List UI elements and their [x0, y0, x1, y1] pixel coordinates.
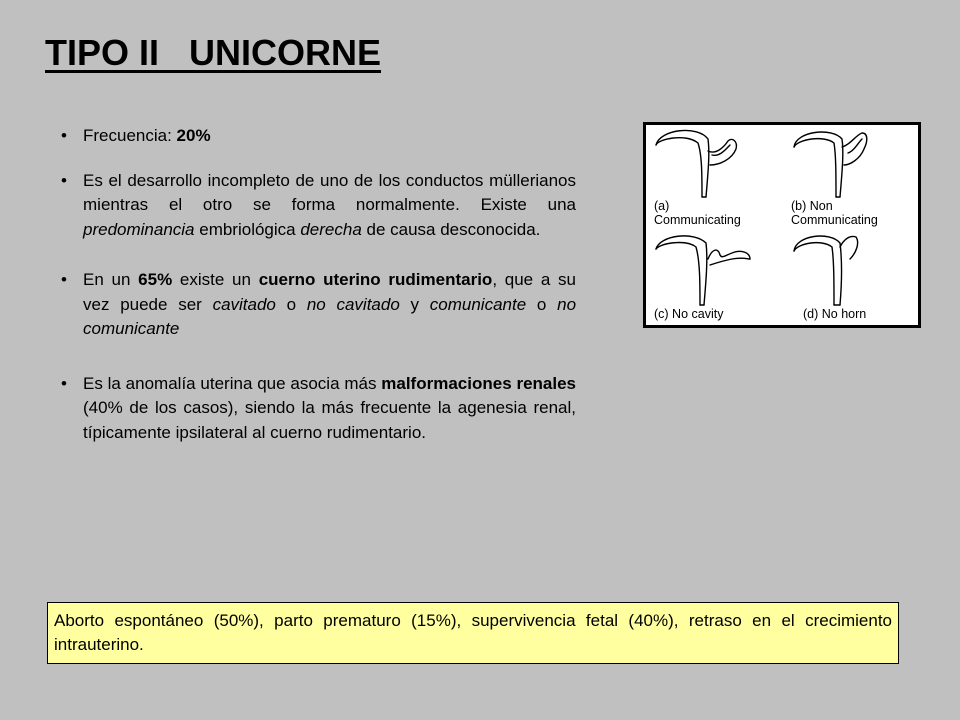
bullet-text-run: de causa desconocida. [361, 219, 541, 239]
bullet-text-run: derecha [300, 219, 362, 239]
bullet-text-run: comunicante [429, 294, 527, 314]
bullet-text-run: no comunicante [83, 294, 577, 338]
diagram-b-non-communicating [794, 132, 867, 197]
bullet-text-run: En un [83, 270, 139, 289]
bullet-text-run: existe un [172, 270, 259, 289]
complications-note: Aborto espontáneo (50%), parto prematuro (15%), supervivencia fetal (40%), retraso en el crecimiento intrauterino. [47, 602, 899, 664]
diagram-c-no-cavity [656, 236, 750, 305]
bullet-list [56, 124, 576, 473]
bullet-text-run: (40% de los casos), siendo la más frecuente la agenesia renal, típicamente ipsilateral al cuerno rudimentario. [83, 398, 576, 442]
bullet-text-run: , que a su vez puede ser [83, 270, 576, 314]
bullet-text-run: 20% [176, 126, 211, 145]
bullet-text-run: embriológica [194, 219, 301, 239]
slide-title: TIPO II UNICORNE [45, 32, 382, 73]
bullet-malformaciones-renales [56, 372, 576, 446]
bullet-text-run: Frecuencia: [83, 126, 177, 145]
bullet-text-run: no cavitado [306, 294, 400, 314]
label-a: (a) Communicating [654, 199, 741, 227]
diagram-a-communicating [656, 130, 736, 197]
bullet-text-run: cuerno uterino rudimentario [258, 270, 493, 289]
label-d: (d) No horn [803, 307, 867, 321]
uterine-variants-figure [643, 122, 921, 328]
bullet-text-run: predominancia [83, 219, 195, 239]
bullet-definicion [56, 169, 576, 243]
bullet-frecuencia [56, 124, 576, 149]
label-b: (b) Non Communicating [791, 199, 878, 227]
bullet-text-run: cavitado [212, 294, 276, 314]
bullet-text-run: malformaciones renales [381, 373, 576, 393]
bullet-text-run: y [399, 294, 430, 314]
bullet-text-run: o [526, 294, 558, 314]
label-c: (c) No cavity [654, 307, 724, 321]
bullet-text-run: o [275, 294, 307, 314]
bullet-cuerno-rudimentario [56, 268, 576, 342]
diagram-d-no-horn [794, 236, 858, 305]
bullet-text-run: Es la anomalía uterina que asocia más [83, 373, 382, 393]
bullet-text-run: Es el desarrollo incompleto de uno de los conductos müllerianos mientras el otro se forma normalmente. Existe una [83, 170, 576, 214]
bullet-text-run: 65% [138, 270, 173, 289]
